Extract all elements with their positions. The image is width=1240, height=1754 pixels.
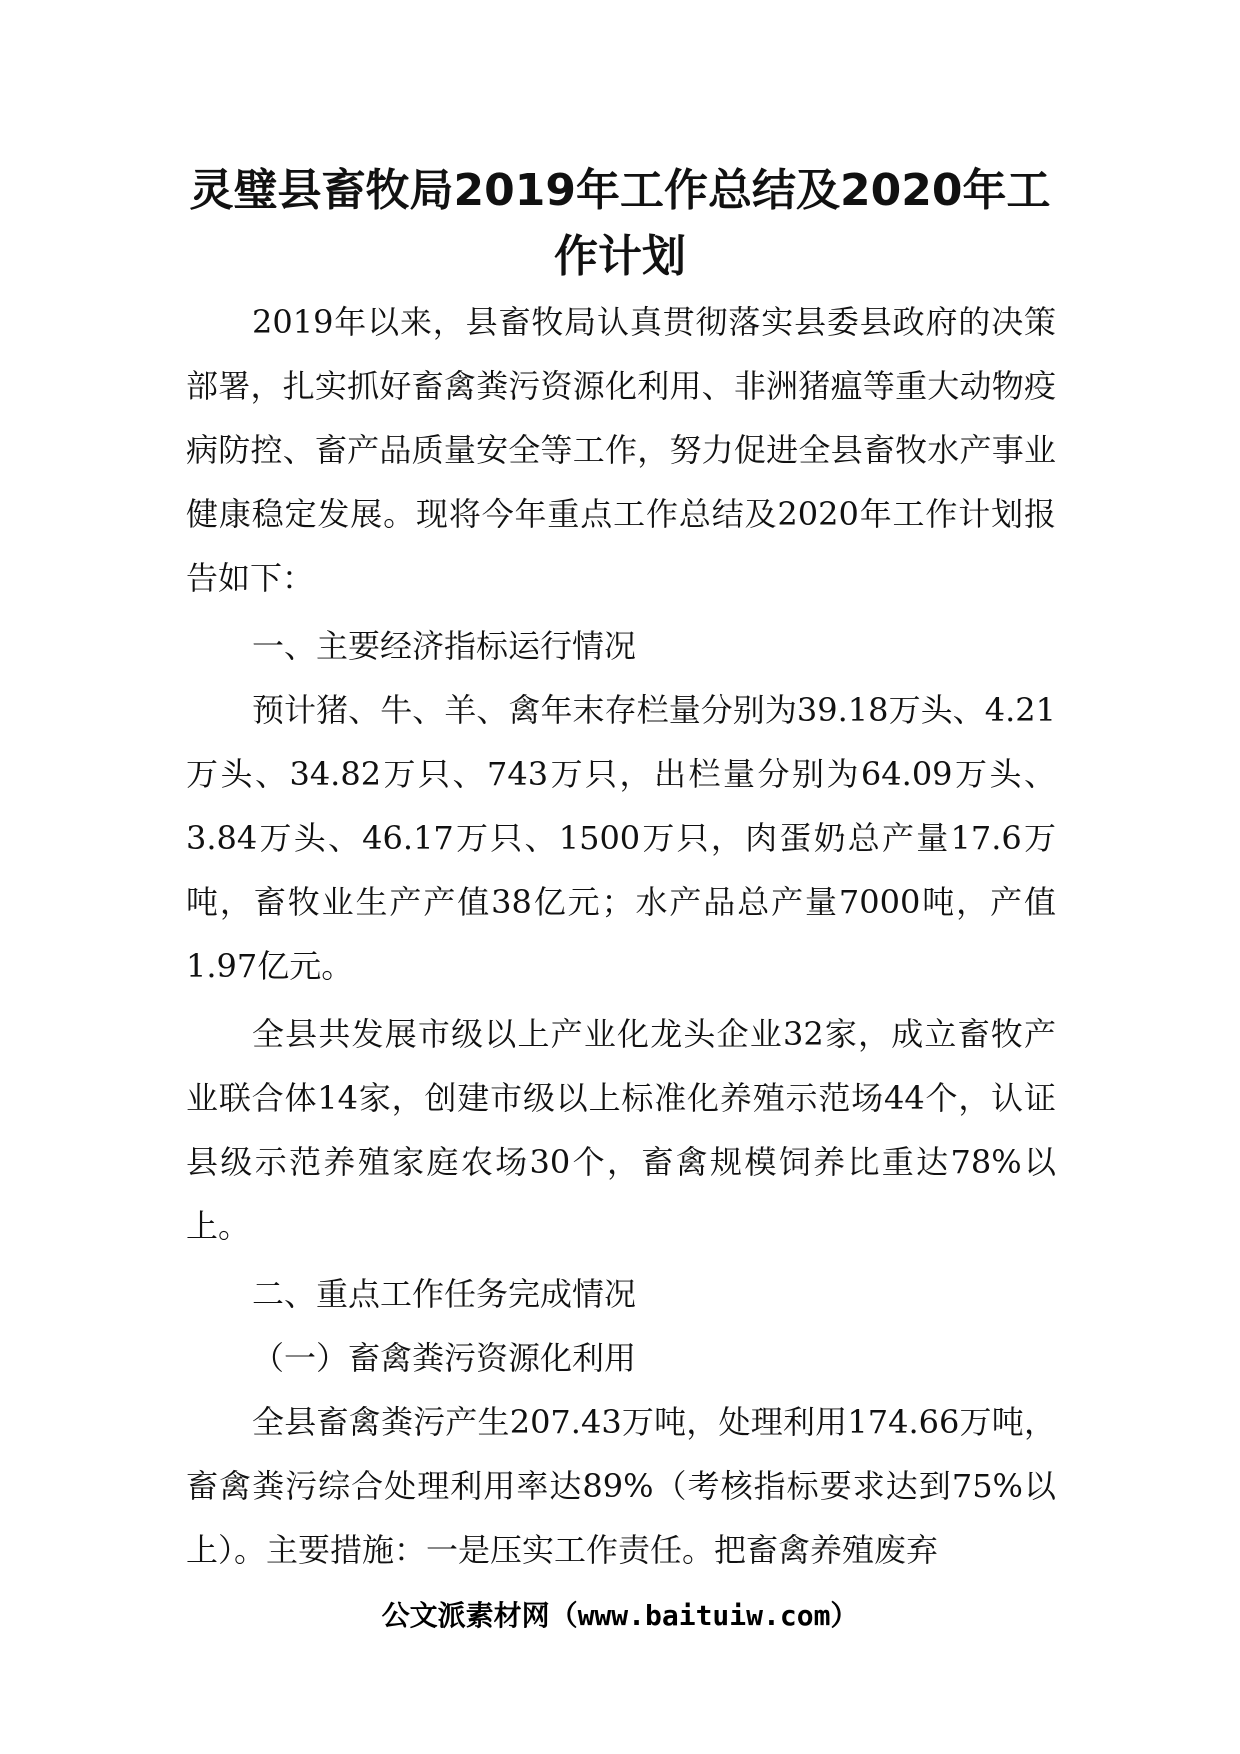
section-heading-1: 一、主要经济指标运行情况 xyxy=(252,627,637,665)
paragraph-intro: 2019年以来，县畜牧局认真贯彻落实县委县政府的决策部署，扎实抓好畜禽粪污资源化利用、非洲猪瘟等重大动物疫病防控、畜产品质量安全等工作，努力促进全县畜牧水产事业健康稳定发展。现将今年重点工作总结及2020年工作计划报告如下： xyxy=(186,303,1056,597)
paragraph-manure: 全县畜禽粪污产生207.43万吨，处理利用174.66万吨，畜禽粪污综合处理利用率达89%（考核指标要求达到75%以上）。主要措施：一是压实工作责任。把畜禽养殖废弃 xyxy=(186,1403,1056,1569)
footer-source: 公文派素材网（www.baituiw.com） xyxy=(381,1599,859,1632)
document-title: 灵璧县畜牧局2019年工作总结及2020年工作计划 xyxy=(189,165,1051,282)
paragraph-indicators: 预计猪、牛、羊、禽年末存栏量分别为39.18万头、4.21万头、34.82万只、743万只，出栏量分别为64.09万头、3.84万头、46.17万只、1500万只，肉蛋奶总产量17.6万吨，畜牧业生产产值38亿元；水产品总产量7000吨，产值1.97亿元。 xyxy=(186,691,1056,985)
document-body xyxy=(186,290,1056,1582)
section-heading-2: 二、重点工作任务完成情况 xyxy=(252,1275,637,1313)
paragraph-enterprises: 全县共发展市级以上产业化龙头企业32家，成立畜牧产业联合体14家，创建市级以上标准化养殖示范场44个，认证县级示范养殖家庭农场30个，畜禽规模饲养比重达78%以上。 xyxy=(186,1015,1056,1245)
subsection-heading-1: （一）畜禽粪污资源化利用 xyxy=(252,1339,637,1377)
